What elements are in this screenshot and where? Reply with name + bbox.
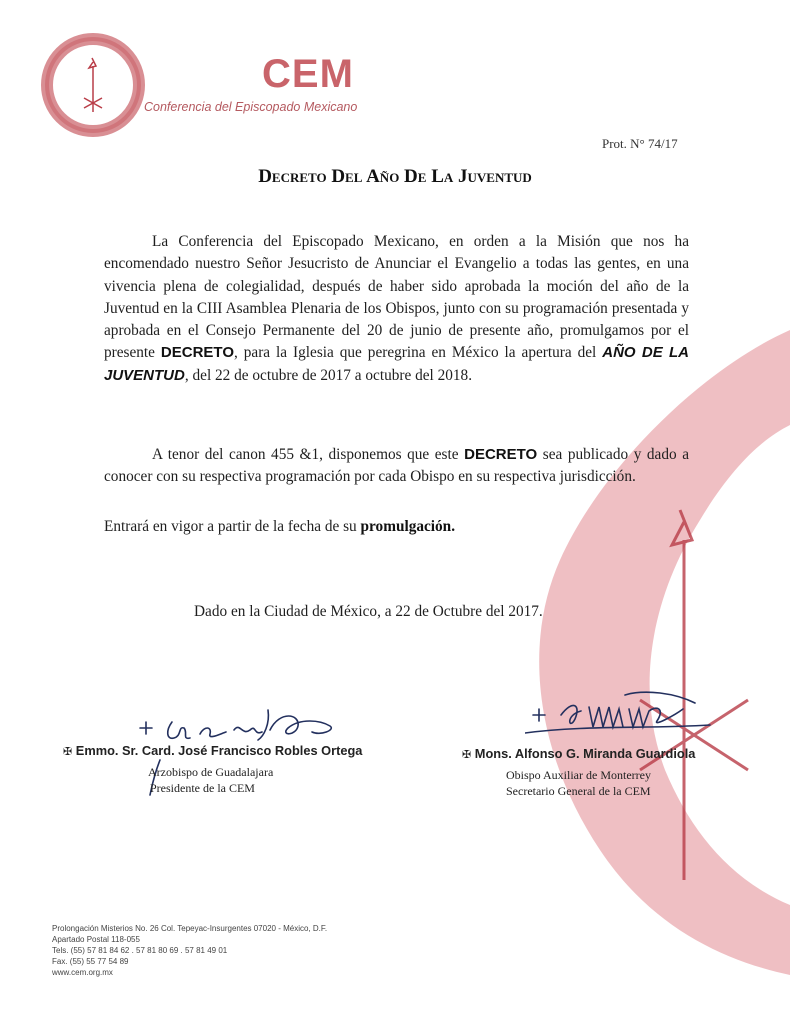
right-signer-title-2: Secretario General de la CEM (506, 784, 651, 798)
paragraph-2-text-a: A tenor del canon 455 &1, disponemos que este (152, 446, 465, 463)
right-signer-name-text: Mons. Alfonso G. Miranda Guardiola (474, 746, 696, 761)
paragraph-1 (104, 231, 689, 387)
left-signer-title-1: Arzobispo de Guadalajara (148, 765, 274, 779)
footer-fax: Fax. (55) 55 77 54 89 (52, 957, 129, 966)
left-signer-name (63, 743, 362, 758)
paragraph-3-promulgation: promulgación. (360, 518, 456, 535)
footer-po-box: Apartado Postal 118-055 (52, 935, 140, 944)
paragraph-3 (104, 516, 689, 538)
right-handwritten-signature (525, 685, 715, 755)
logo-ring-icon (47, 39, 139, 131)
paragraph-1-text-c: , del 22 de octubre de 2017 a octubre del 2018. (184, 366, 473, 384)
logo-acronym: CEM (262, 52, 354, 96)
paragraph-2-decreto: DECRETO (464, 446, 538, 463)
paragraph-2 (104, 444, 689, 489)
left-cross-icon: ✠ (63, 745, 73, 758)
document-title: Decreto Del Año De La Juventud (258, 166, 532, 187)
logo-full-name: Conferencia del Episcopado Mexicano (144, 100, 358, 114)
footer-website[interactable]: www.cem.org.mx (52, 968, 113, 977)
protocol-number: Prot. N° 74/17 (602, 136, 678, 151)
paragraph-1-year-name: AÑO DE LA JUVENTUD (104, 344, 689, 384)
place-and-date: Dado en la Ciudad de México, a 22 de Octubre del 2017. (194, 603, 543, 620)
watermark-ring-icon (539, 330, 790, 975)
paragraph-1-text-b: , para la Iglesia que peregrina en México la apertura del (234, 344, 603, 362)
paragraph-1-text-a: La Conferencia del Episcopado Mexicano, en orden a la Misión que nos ha encomendado nuestro Señor Jesucristo de Anunciar el Evangelio a todas las gentes, en una vivencia plena de colegialidad, después de haber sido aprobada la moción del año de la Juventud en la CIII Asamblea Plenaria de los Obispos, junto con su programación presentada y aprobada en el Consejo Permanente del 20 de junio de presente año, promulgamos por el presente (104, 233, 689, 362)
left-signer-name-text: Emmo. Sr. Card. José Francisco Robles Ortega (75, 743, 363, 758)
left-signer-title-2: Presidente de la CEM (150, 781, 255, 795)
right-signer-name (462, 746, 695, 761)
paragraph-3-text: Entrará en vigor a partir de la fecha de su (104, 518, 361, 535)
right-signer-title-1: Obispo Auxiliar de Monterrey (506, 768, 651, 782)
paragraph-1-decreto: DECRETO (160, 344, 234, 362)
footer-address: Prolongación Misterios No. 26 Col. Tepeyac-Insurgentes 07020 - México, D.F. (52, 924, 328, 933)
right-cross-icon: ✠ (462, 748, 472, 761)
footer-phones: Tels. (55) 57 81 84 62 . 57 81 80 69 . 57 81 49 01 (52, 946, 228, 955)
paragraph-2-text-b: sea publicado y dado a conocer con su respectiva programación por cada Obispo en su respectiva jurisdicción. (104, 446, 689, 486)
